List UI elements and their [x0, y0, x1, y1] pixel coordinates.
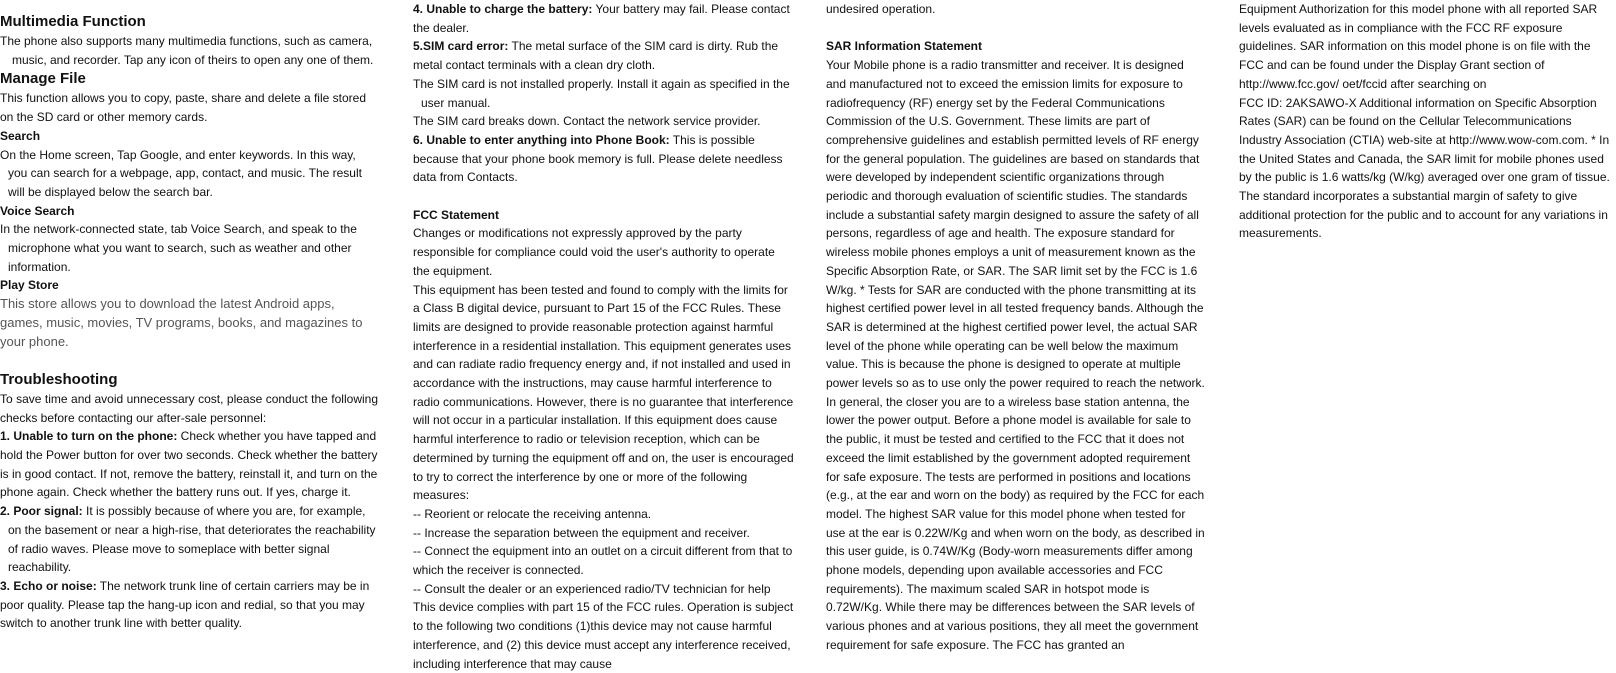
search-heading: Search	[0, 128, 41, 143]
trouble-item-4-text: Your battery may fail. Please contact the dealer.	[413, 2, 790, 35]
play-store-paragraph: This store allows you to download the latest Android apps, games, music, movies, TV programs, books, and magazines to your phone.	[0, 296, 363, 349]
column-2	[413, 0, 794, 673]
trouble-item-6-label: 6. Unable to enter anything into Phone Book:	[413, 132, 670, 147]
sar-paragraph: Your Mobile phone is a radio transmitter and receiver. It is designed and manufactured not to exceed the emission limits for exposure to radiofrequency (RF) energy set by the Federal Communications Commission of the U.S. Government. These limits are part of comprehensive guidelines and establish permitted levels of RF energy for the general population. The guidelines are based on standards that were developed by independent scientific organizations through periodic and thorough evaluation of scientific studies. The standards include a substantial safety margin designed to assure the safety of all persons, regardless of age and health. The exposure standard for wireless mobile phones employs a unit of measurement known as the Specific Absorption Rate, or SAR. The SAR limit set by the FCC is 1.6 W/kg. * Tests for SAR are conducted with the phone transmitting at its highest certified power level in all tested frequency bands. Although the SAR is determined at the highest certified power level, the actual SAR level of the phone while operating can be well below the maximum value. This is because the phone is designed to operate at multiple power levels so as to use only the power required to reach the network. In general, the closer you are to a wireless base station antenna, the lower the power output. Before a phone model is available for sale to the public, it must be tested and certified to the FCC that it does not exceed the limit established by the government adopted requirement for safe exposure. The tests are performed in positions and locations (e.g., at the ear and worn on the body) as required by the FCC for each model. The highest SAR value for this model phone when tested for use at the ear is 0.22W/Kg and when worn on the body, as described in this user guide, is 0.74W/Kg (Body-worn measurements differ among phone models, depending upon available accessories and FCC requirements). The maximum scaled SAR in hotspot mode is 0.72W/Kg. While there may be differences between the SAR levels of various phones and at various positions, they all meet the government requirement for safe exposure. The FCC has granted an	[826, 58, 1205, 652]
voice-search-heading: Voice Search	[0, 203, 75, 218]
trouble-item-2	[0, 502, 378, 577]
trouble-item-6	[413, 131, 794, 187]
search-paragraph: On the Home screen, Tap Google, and enter keywords. In this way, you can search for a webpage, app, contact, and music. The result will be displayed below the search bar.	[0, 147, 362, 199]
play-store-heading: Play Store	[0, 278, 59, 293]
sim-install-paragraph: The SIM card is not installed properly. Install it again as specified in the user manual.	[413, 76, 790, 110]
manage-file-heading: Manage File	[0, 70, 86, 88]
fcc-measure-3: -- Connect the equipment into an outlet on a circuit different from that to which the receiver is connected.	[413, 544, 793, 578]
trouble-item-3	[0, 577, 378, 633]
manage-file-paragraph: This function allows you to copy, paste, share and delete a file stored on the SD card or other memory cards.	[0, 91, 366, 125]
sar-continuation: Equipment Authorization for this model phone with all reported SAR levels evaluated as in compliance with the FCC RF exposure guidelines. SAR information on this model phone is on file with the FCC and can be found under the Display Grant section of http://www.fcc.gov/ oet/fccid after searching on	[1239, 2, 1598, 91]
multimedia-paragraph: The phone also supports many multimedia functions, such as camera, music, and recorder. Tap any icon of theirs to open any one of them.	[0, 34, 374, 67]
fcc-paragraph-1: Changes or modifications not expressly approved by the party responsible for compliance could void the user's authority to operate the equipment.	[413, 226, 775, 278]
trouble-item-1-text: Check whether you have tapped and hold the Power button for over two seconds. Check whether the battery is in good contact. If not, remove the battery, reinstall it, and turn on the phone again. Check whether the battery runs out. If yes, charge it.	[0, 429, 378, 500]
trouble-item-5-label: 5.SIM card error:	[413, 39, 509, 54]
trouble-item-2-label: 2. Poor signal:	[0, 504, 83, 519]
trouble-item-5	[413, 37, 794, 74]
fcc-statement-heading: FCC Statement	[413, 207, 500, 222]
sar-heading: SAR Information Statement	[826, 39, 983, 54]
column-1	[0, 0, 378, 633]
fcc-id-paragraph: FCC ID: 2AKSAWO-X Additional information on Specific Absorption Rates (SAR) can be found on the Cellular Telecommunications Industry Association (CTIA) web-site at http://www.wow-com.com. * In the United States and Canada, the SAR limit for mobile phones used by the public is 1.6 watts/kg (W/kg) averaged over one gram of tissue. The standard incorporates a substantial margin of safety to give additional protection for the public and to account for any variations in measurements.	[1239, 95, 1610, 241]
multimedia-heading: Multimedia Function	[0, 13, 146, 30]
troubleshooting-heading: Troubleshooting	[0, 370, 118, 388]
trouble-item-6-text: This is possible because that your phone book memory is full. Please delete needless data from Contacts.	[413, 132, 783, 185]
trouble-item-1	[0, 427, 378, 502]
sim-breaks-paragraph: The SIM card breaks down. Contact the network service provider.	[413, 114, 761, 129]
fcc-paragraph-3: This device complies with part 15 of the FCC rules. Operation is subject to the following two conditions (1)this device may not cause harmful interference, and (2) this device must accept any interference received, including interference that may cause	[413, 600, 794, 671]
trouble-item-1-label: 1. Unable to turn on the phone:	[0, 429, 178, 444]
troubleshooting-intro: To save time and avoid unnecessary cost, please conduct the following checks before contacting our after-sale personnel:	[0, 391, 378, 425]
trouble-item-3-label: 3. Echo or noise:	[0, 578, 97, 593]
trouble-item-3-text: The network trunk line of certain carriers may be in poor quality. Please tap the hang-up icon and redial, so that you may switch to another trunk line with better quality.	[0, 578, 370, 631]
column-4	[1239, 0, 1616, 243]
fcc-measure-2: -- Increase the separation between the equipment and receiver.	[413, 525, 750, 540]
fcc-measure-1: -- Reorient or relocate the receiving antenna.	[413, 506, 652, 521]
trouble-item-5-text: The metal surface of the SIM card is dirty. Rub the metal contact terminals with a clean dry cloth.	[413, 39, 779, 73]
column-3	[826, 0, 1207, 655]
fcc-measure-4: -- Consult the dealer or an experienced radio/TV technician for help	[413, 581, 771, 596]
fcc-continuation: undesired operation.	[826, 2, 936, 16]
trouble-item-4	[413, 0, 794, 37]
trouble-item-2-text: It is possibly because of where you are, for example, on the basement or near a high-rise, that deteriorates the reachability of radio waves. Please move to someplace with better signal reachability.	[8, 504, 376, 575]
voice-search-paragraph: In the network-connected state, tab Voice Search, and speak to the microphone what you want to search, such as weather and other information.	[0, 222, 357, 274]
fcc-paragraph-2: This equipment has been tested and found to comply with the limits for a Class B digital device, pursuant to Part 15 of the FCC Rules. These limits are designed to provide reasonable protection against harmful interference in a residential installation. This equipment generates uses and can radiate radio frequency energy and, if not installed and used in accordance with the instructions, may cause harmful interference to radio communications. However, there is no guarantee that interference will not occur in a particular installation. If this equipment does cause harmful interference to radio or television reception, which can be determined by turning the equipment off and on, the user is encouraged to try to correct the interference by one or more of the following measures:	[413, 282, 794, 503]
trouble-item-4-label: 4. Unable to charge the battery:	[413, 2, 593, 16]
